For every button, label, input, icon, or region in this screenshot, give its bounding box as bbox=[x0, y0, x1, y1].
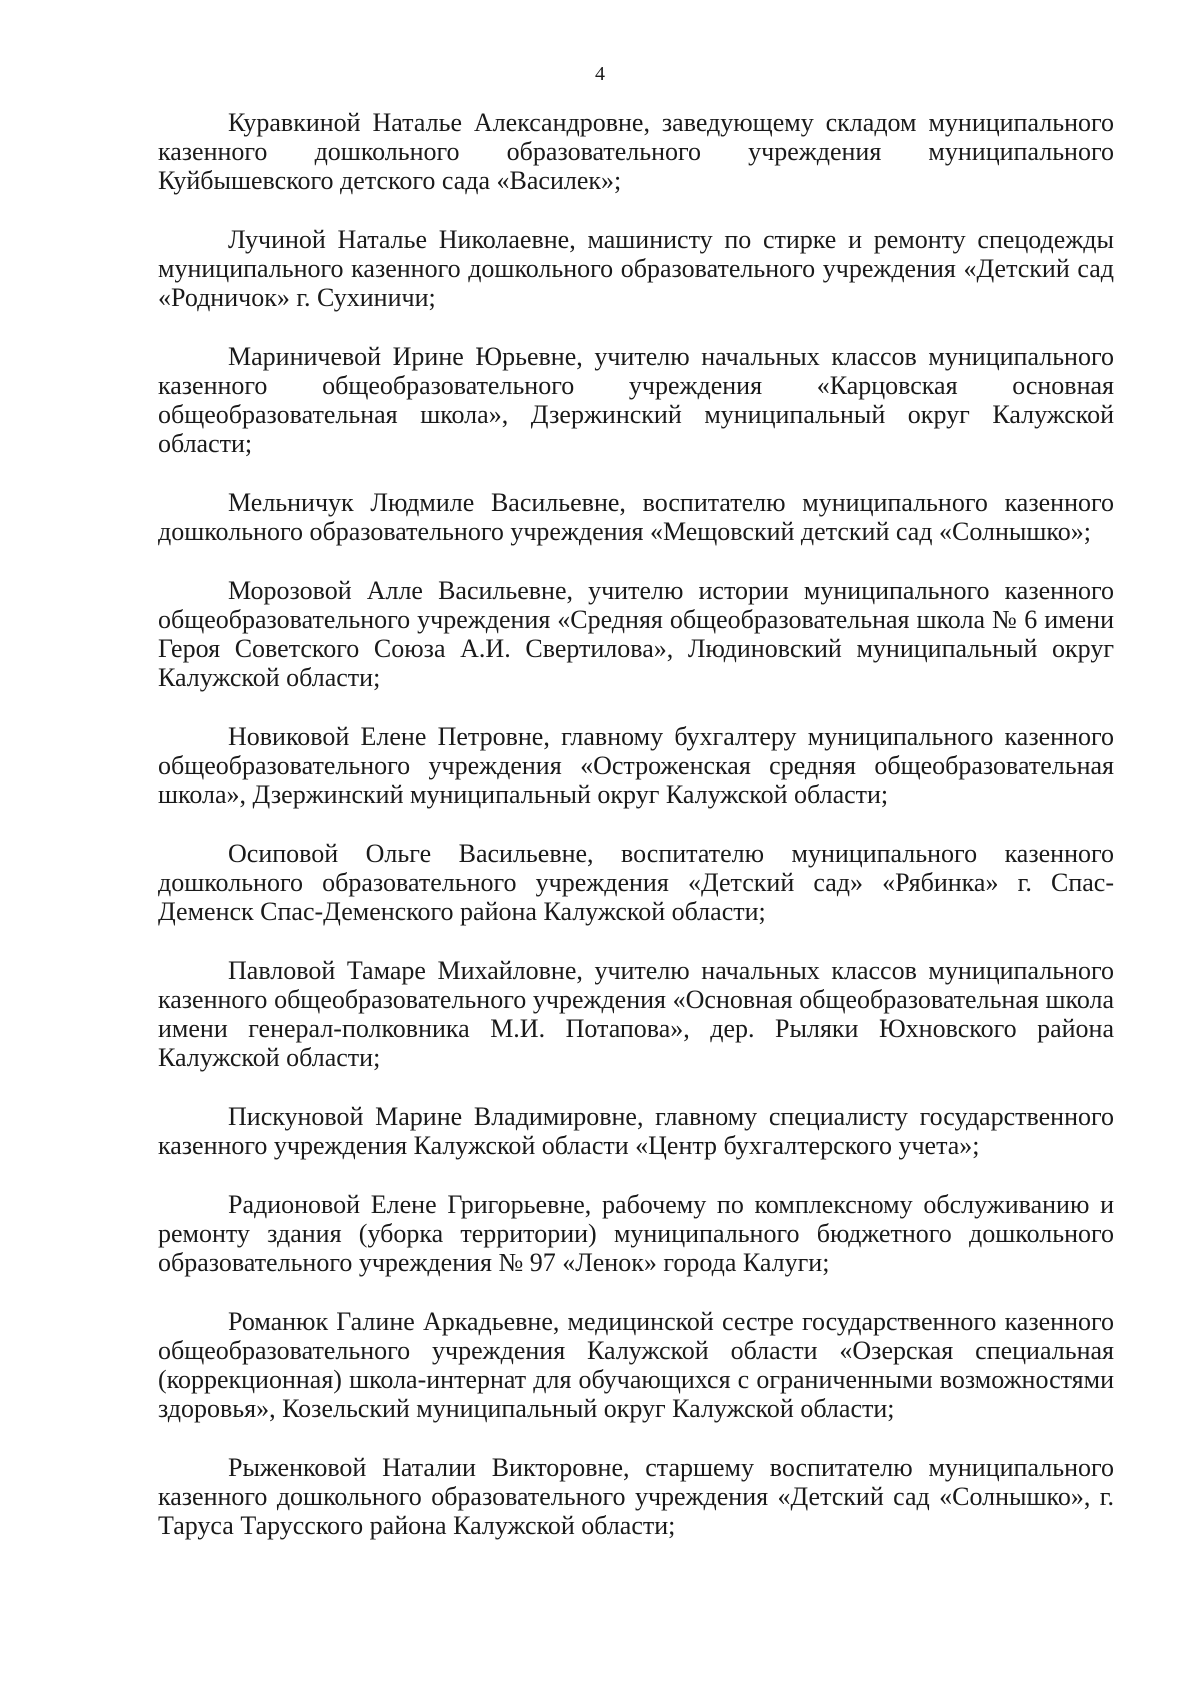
list-item: Лучиной Наталье Николаевне, машинисту по стирке и ремонту спецодежды муниципального казенного дошкольного образовательного учреждения «Детский сад «Родничок» г. Сухиничи; bbox=[158, 225, 1114, 312]
page-number: 4 bbox=[595, 63, 605, 85]
list-item: Романюк Галине Аркадьевне, медицинской сестре государственного казенного общеобразовательного учреждения Калужской области «Озерская специальная (коррекционная) школа-интернат для обучающихся с ограниченными возможностями здоровья», Козельский муниципальный округ Калужской области; bbox=[158, 1307, 1114, 1423]
list-item: Куравкиной Наталье Александровне, заведующему складом муниципального казенного дошкольного образовательного учреждения муниципального Куйбышевского детского сада «Василек»; bbox=[158, 108, 1114, 195]
list-item: Мельничук Людмиле Васильевне, воспитателю муниципального казенного дошкольного образовательного учреждения «Мещовский детский сад «Солнышко»; bbox=[158, 488, 1114, 546]
award-list bbox=[158, 108, 1114, 1570]
list-item: Павловой Тамаре Михайловне, учителю начальных классов муниципального казенного общеобразовательного учреждения «Основная общеобразовательная школа имени генерал-полковника М.И. Потапова», дер. Рыляки Юхновского района Калужской области; bbox=[158, 956, 1114, 1072]
list-item: Рыженковой Наталии Викторовне, старшему воспитателю муниципального казенного дошкольного образовательного учреждения «Детский сад «Солнышко», г. Таруса Тарусского района Калужской области; bbox=[158, 1453, 1114, 1540]
list-item: Пискуновой Марине Владимировне, главному специалисту государственного казенного учреждения Калужской области «Центр бухгалтерского учета»; bbox=[158, 1102, 1114, 1160]
list-item: Радионовой Елене Григорьевне, рабочему по комплексному обслуживанию и ремонту здания (уборка территории) муниципального бюджетного дошкольного образовательного учреждения № 97 «Ленок» города Калуги; bbox=[158, 1190, 1114, 1277]
list-item: Морозовой Алле Васильевне, учителю истории муниципального казенного общеобразовательного учреждения «Средняя общеобразовательная школа № 6 имени Героя Советского Союза А.И. Свертилова», Людиновский муниципальный округ Калужской области; bbox=[158, 576, 1114, 692]
list-item: Осиповой Ольге Васильевне, воспитателю муниципального казенного дошкольного образовательного учреждения «Детский сад» «Рябинка» г. Спас-Деменск Спас-Деменского района Калужской области; bbox=[158, 839, 1114, 926]
list-item: Мариничевой Ирине Юрьевне, учителю начальных классов муниципального казенного общеобразовательного учреждения «Карцовская основная общеобразовательная школа», Дзержинский муниципальный округ Калужской области; bbox=[158, 342, 1114, 458]
list-item: Новиковой Елене Петровне, главному бухгалтеру муниципального казенного общеобразовательного учреждения «Остроженская средняя общеобразовательная школа», Дзержинский муниципальный округ Калужской области; bbox=[158, 722, 1114, 809]
